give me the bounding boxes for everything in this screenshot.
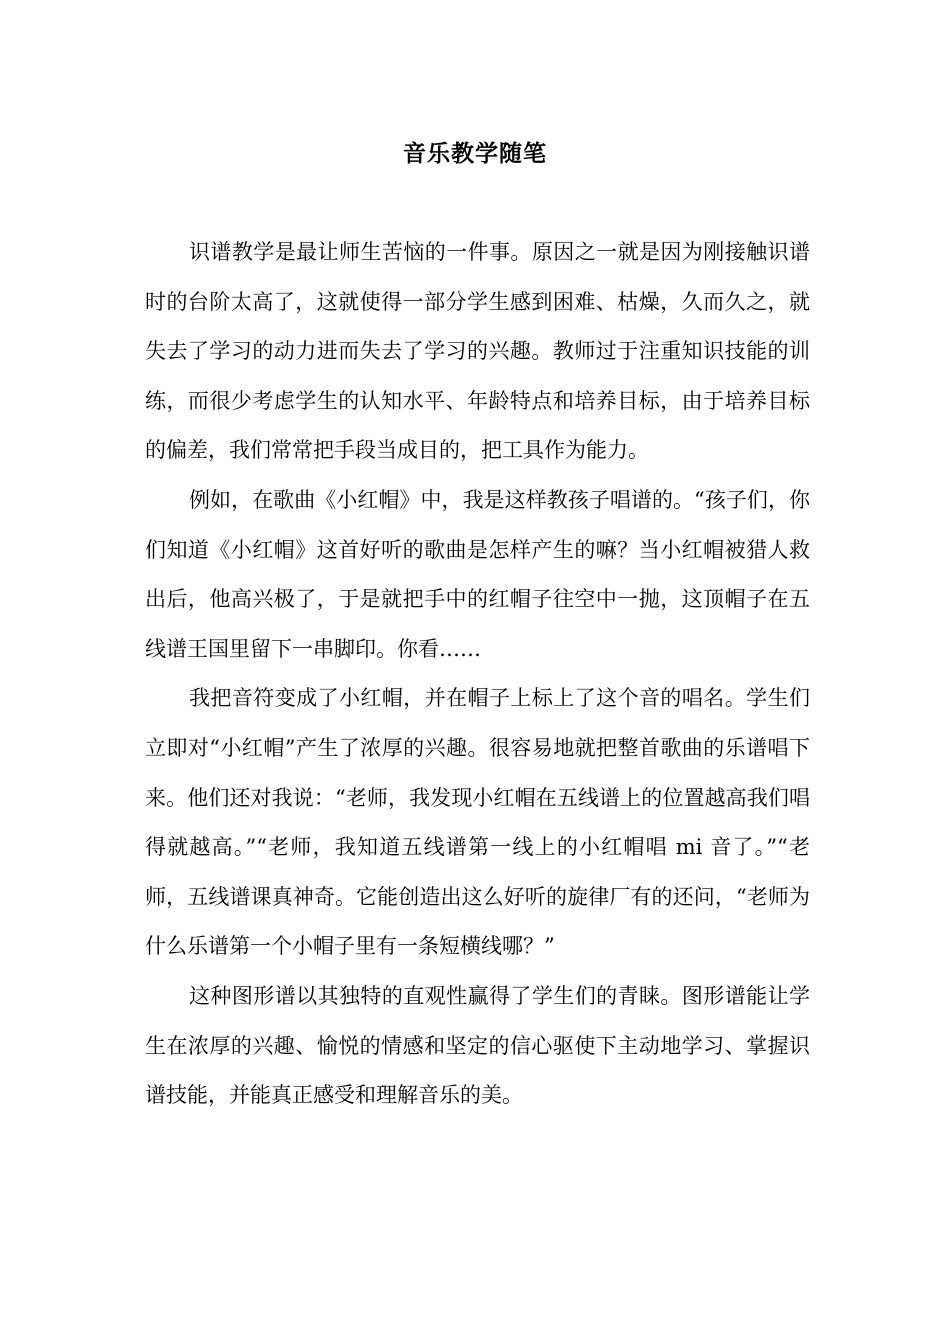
paragraph-1: 识谱教学是最让师生苦恼的一件事。原因之一就是因为刚接触识谱时的台阶太高了，这就使得一部分学生感到困难、枯燥，久而久之，就失去了学习的动力进而失去了学习的兴趣。教师过于注重知识技能的训练，而很少考虑学生的认知水平、年龄特点和培养目标，由于培养目标的偏差，我们常常把手段当成目的，把工具作为能力。 xyxy=(145,240,810,463)
paragraph-2: 例如，在歌曲《小红帽》中，我是这样教孩子唱谱的。“孩子们，你们知道《小红帽》这首好听的歌曲是怎样产生的嘛？当小红帽被猎人救出后，他高兴极了，于是就把手中的红帽子往空中一抛，这顶帽子在五线谱王国里留下一串脚印。你看…… xyxy=(145,487,810,661)
document-body xyxy=(145,228,810,1121)
paragraph-3: 我把音符变成了小红帽，并在帽子上标上了这个音的唱名。学生们立即对“小红帽”产生了浓厚的兴趣。很容易地就把整首歌曲的乐谱唱下来。他们还对我说：“老师，我发现小红帽在五线谱上的位置越高我们唱得就越高。”“老师，我知道五线谱第一线上的小红帽唱 mi 音了。”“老师，五线谱课真神奇。它能创造出这么好听的旋律厂有的还问，“老师为什么乐谱第一个小帽子里有一条短横线哪？” xyxy=(145,686,810,959)
document-title: 音乐教学随笔 xyxy=(403,140,547,167)
paragraph-4: 这种图形谱以其独特的直观性赢得了学生们的青睐。图形谱能让学生在浓厚的兴趣、愉悦的情感和坚定的信心驱使下主动地学习、掌握识谱技能，并能真正感受和理解音乐的美。 xyxy=(145,983,810,1108)
